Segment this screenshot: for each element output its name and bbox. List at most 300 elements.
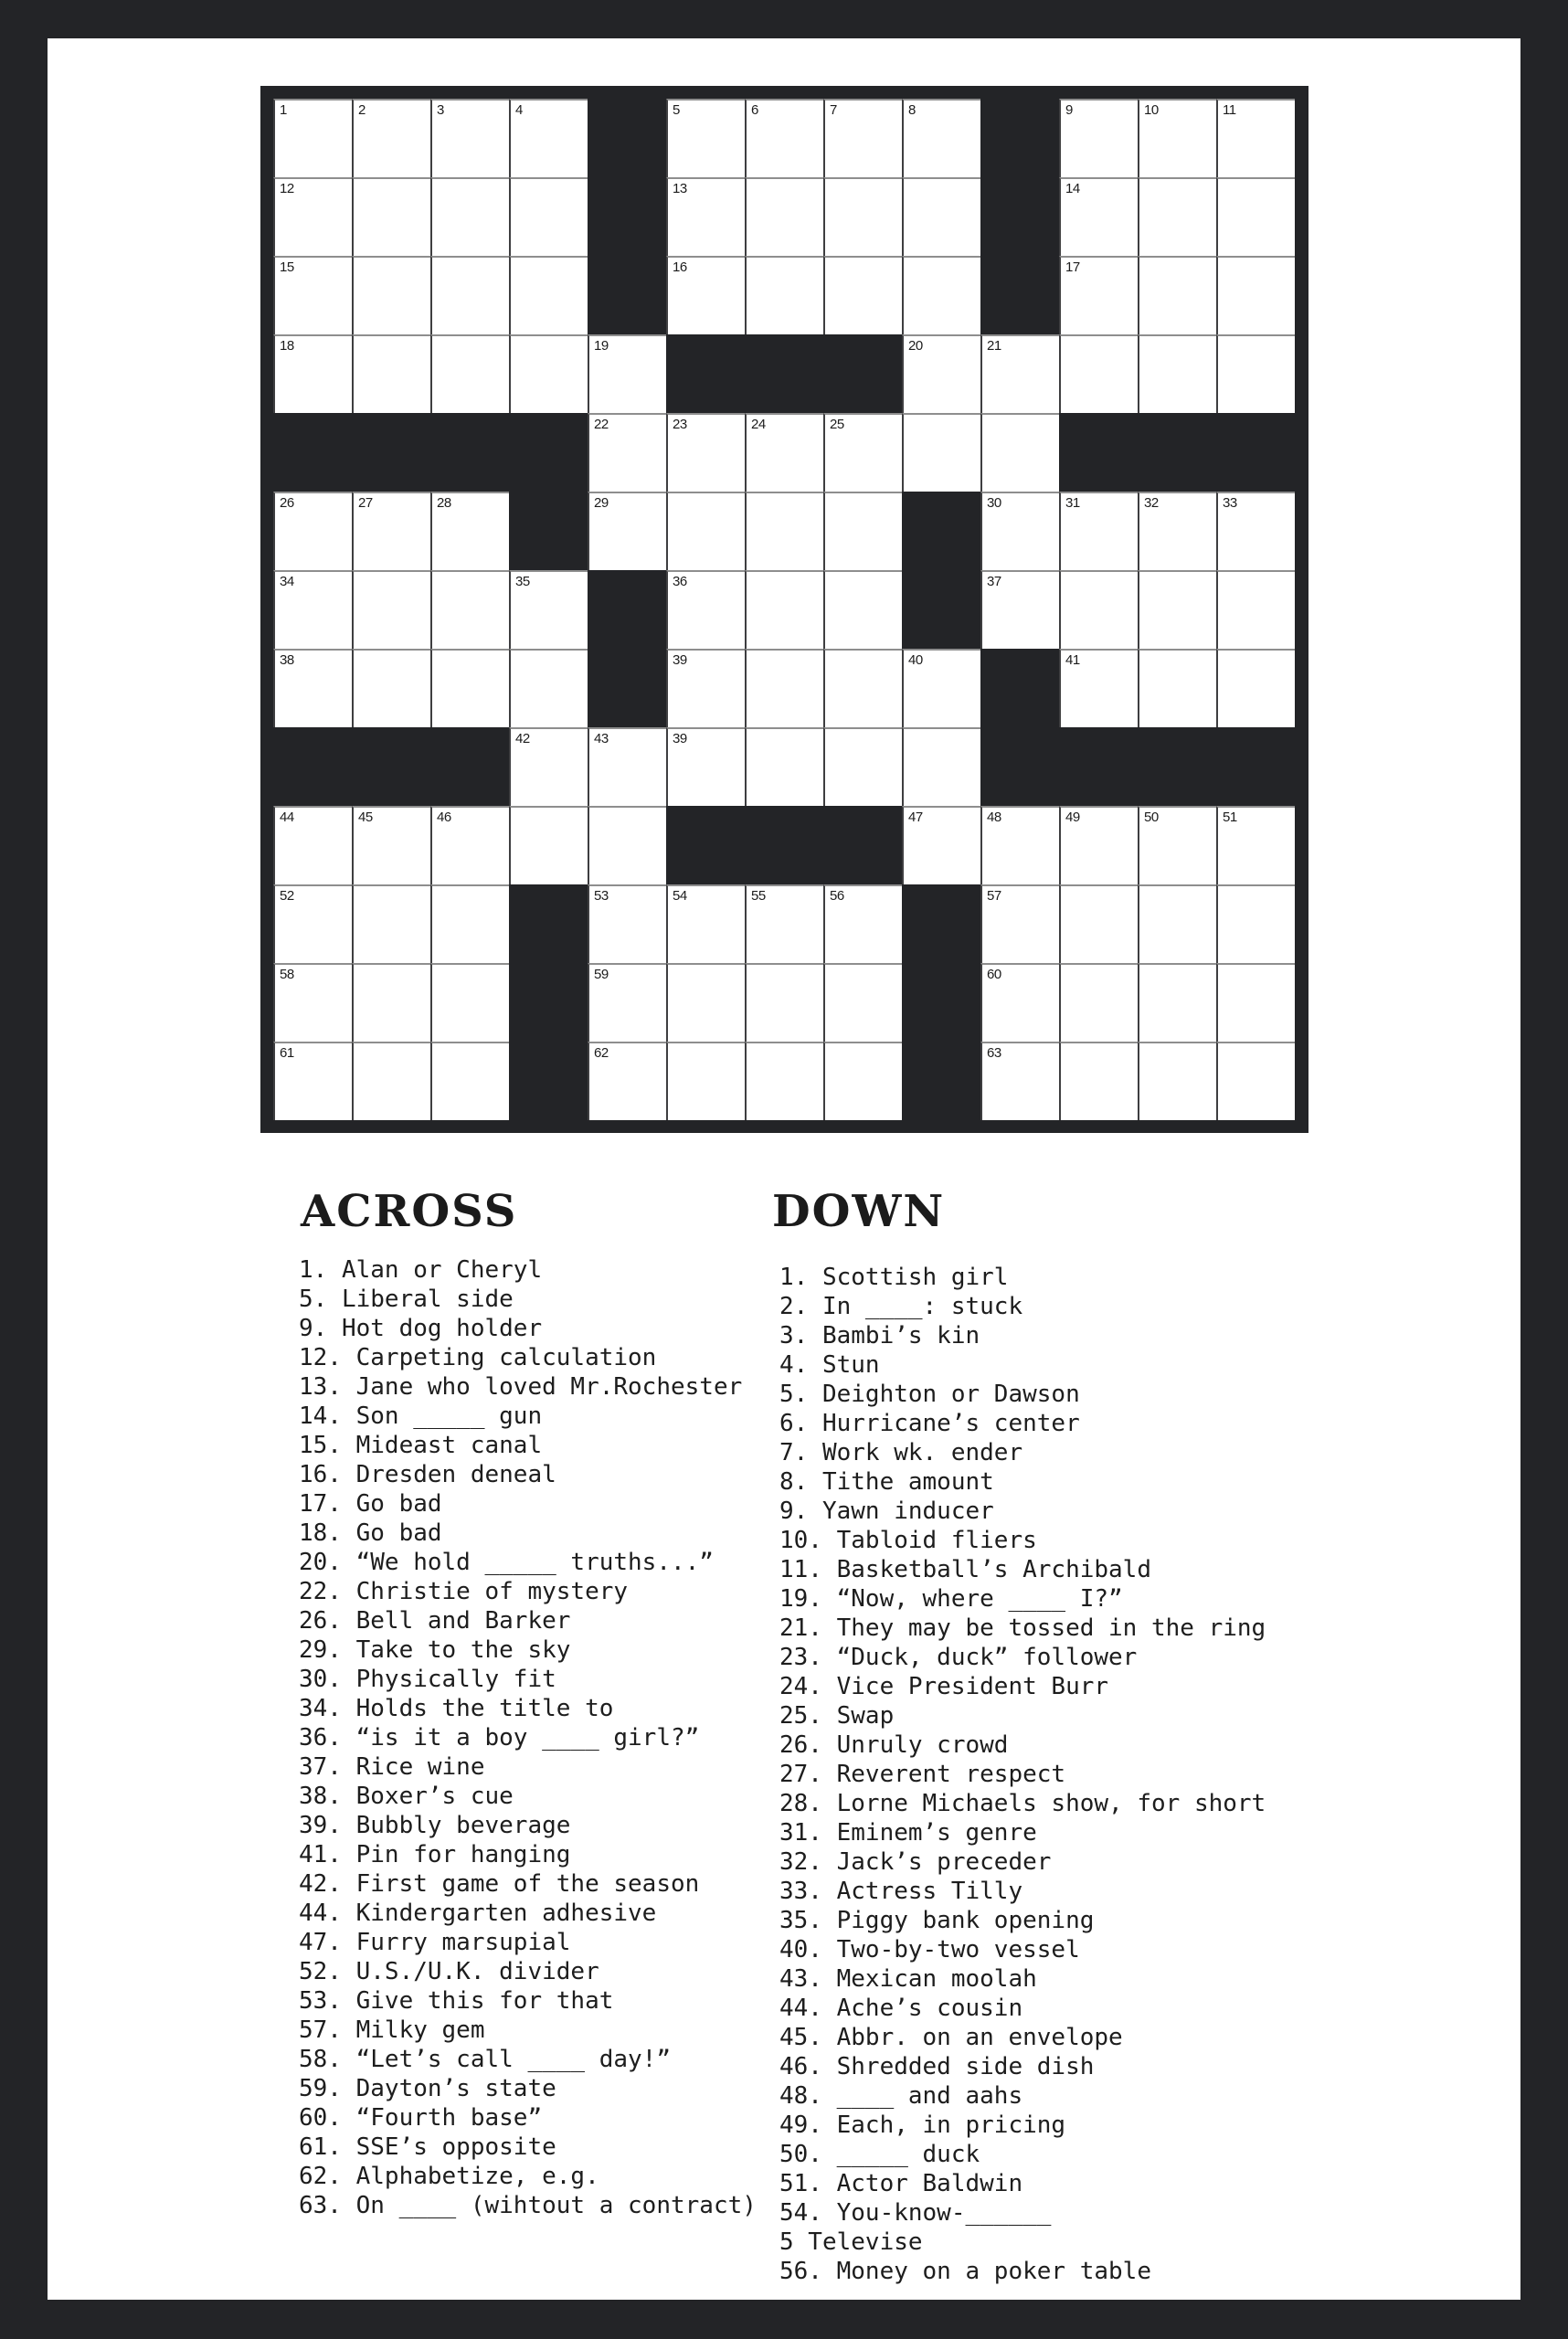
grid-cell[interactable] xyxy=(902,806,980,884)
grid-cell[interactable] xyxy=(745,413,823,492)
grid-cell[interactable] xyxy=(1138,177,1216,256)
grid-cell[interactable] xyxy=(823,492,902,570)
cell-number: 45 xyxy=(358,810,373,825)
clue-line: 44. Ache’s cousin xyxy=(779,1995,1023,2022)
grid-cell[interactable] xyxy=(745,963,823,1042)
grid-cell[interactable] xyxy=(1138,99,1216,177)
grid-cell-black xyxy=(1138,727,1216,806)
grid-cell[interactable] xyxy=(352,806,430,884)
grid-cell[interactable] xyxy=(509,334,588,413)
cell-number: 42 xyxy=(515,731,530,746)
grid-cell-black xyxy=(352,727,430,806)
cell-number: 19 xyxy=(594,338,609,354)
grid-cell[interactable] xyxy=(273,99,352,177)
grid-cell-black xyxy=(902,492,980,570)
grid-cell-black xyxy=(902,1042,980,1120)
cell-number: 20 xyxy=(908,338,923,354)
clue-line: 24. Vice President Burr xyxy=(779,1673,1109,1700)
cell-number: 12 xyxy=(280,181,294,196)
grid-cell[interactable] xyxy=(352,963,430,1042)
grid-cell[interactable] xyxy=(980,1042,1059,1120)
grid-cell[interactable] xyxy=(823,177,902,256)
grid-cell[interactable] xyxy=(1059,963,1138,1042)
grid-cell[interactable] xyxy=(745,99,823,177)
cell-number: 1 xyxy=(280,102,287,118)
grid-cell[interactable] xyxy=(823,413,902,492)
cell-number: 31 xyxy=(1065,495,1080,511)
clue-line: 19. “Now, where ____ I?” xyxy=(779,1585,1123,1613)
clue-line: 14. Son _____ gun xyxy=(299,1402,543,1430)
cell-number: 36 xyxy=(673,574,687,589)
grid-cell[interactable] xyxy=(588,334,666,413)
clue-line: 51. Actor Baldwin xyxy=(779,2170,1023,2197)
clue-line: 5. Liberal side xyxy=(299,1286,514,1313)
grid-cell[interactable] xyxy=(588,492,666,570)
grid-cell[interactable] xyxy=(588,963,666,1042)
clue-line: 57. Milky gem xyxy=(299,2016,485,2044)
clue-line: 49. Each, in pricing xyxy=(779,2111,1066,2139)
grid-cell[interactable] xyxy=(902,256,980,334)
grid-cell[interactable] xyxy=(902,334,980,413)
clue-line: 50. _____ duck xyxy=(779,2141,980,2168)
grid-cell-black xyxy=(902,570,980,649)
down-clues-list xyxy=(779,1263,1266,2286)
grid-cell-black xyxy=(980,727,1059,806)
grid-cell[interactable] xyxy=(666,177,745,256)
cell-number: 63 xyxy=(987,1045,1001,1061)
grid-cell[interactable] xyxy=(588,884,666,963)
grid-cell-black xyxy=(902,963,980,1042)
down-title: DOWN xyxy=(772,1186,946,1237)
grid-cell[interactable] xyxy=(1138,884,1216,963)
grid-cell[interactable] xyxy=(666,649,745,727)
grid-cell[interactable] xyxy=(1216,99,1295,177)
clue-line: 60. “Fourth base” xyxy=(299,2104,543,2132)
grid-cell[interactable] xyxy=(352,99,430,177)
clue-line: 37. Rice wine xyxy=(299,1753,485,1781)
grid-cell-black xyxy=(509,1042,588,1120)
clue-line: 16. Dresden deneal xyxy=(299,1461,556,1488)
cell-number: 41 xyxy=(1065,652,1080,668)
grid-cell[interactable] xyxy=(273,1042,352,1120)
clue-line: 26. Unruly crowd xyxy=(779,1731,1009,1759)
grid-cell[interactable] xyxy=(902,727,980,806)
cell-number: 24 xyxy=(751,417,766,432)
grid-cell[interactable] xyxy=(1059,256,1138,334)
cell-number: 7 xyxy=(830,102,837,118)
cell-number: 39 xyxy=(673,652,687,668)
cell-number: 14 xyxy=(1065,181,1080,196)
cell-number: 62 xyxy=(594,1045,609,1061)
grid-cell[interactable] xyxy=(430,884,509,963)
grid-cell[interactable] xyxy=(588,1042,666,1120)
grid-cell[interactable] xyxy=(823,884,902,963)
cell-number: 49 xyxy=(1065,810,1080,825)
clue-line: 45. Abbr. on an envelope xyxy=(779,2024,1123,2051)
grid-cell[interactable] xyxy=(980,963,1059,1042)
clue-line: 15. Mideast canal xyxy=(299,1432,543,1459)
clue-line: 2. In ____: stuck xyxy=(779,1293,1023,1320)
grid-cell-black xyxy=(273,727,352,806)
grid-cell[interactable] xyxy=(1216,177,1295,256)
grid-cell-black xyxy=(588,99,666,177)
grid-cell-black xyxy=(980,256,1059,334)
clue-line: 6. Hurricane’s center xyxy=(779,1410,1080,1437)
grid-cell[interactable] xyxy=(666,256,745,334)
page-sheet xyxy=(48,38,1520,2300)
cell-number: 44 xyxy=(280,810,294,825)
grid-cell[interactable] xyxy=(980,570,1059,649)
clue-line: 23. “Duck, duck” follower xyxy=(779,1644,1138,1671)
clue-line: 40. Two-by-two vessel xyxy=(779,1936,1080,1963)
cell-number: 8 xyxy=(908,102,916,118)
grid-cell[interactable] xyxy=(902,99,980,177)
grid-cell[interactable] xyxy=(1216,256,1295,334)
grid-cell[interactable] xyxy=(745,727,823,806)
clue-line: 62. Alphabetize, e.g. xyxy=(299,2163,599,2190)
grid-cell[interactable] xyxy=(823,256,902,334)
cell-number: 61 xyxy=(280,1045,294,1061)
cell-number: 21 xyxy=(987,338,1001,354)
clue-line: 9. Yawn inducer xyxy=(779,1498,994,1525)
grid-cell[interactable] xyxy=(273,806,352,884)
grid-cell[interactable] xyxy=(1059,649,1138,727)
cell-number: 15 xyxy=(280,259,294,275)
cell-number: 26 xyxy=(280,495,294,511)
cell-number: 25 xyxy=(830,417,844,432)
clue-line: 30. Physically fit xyxy=(299,1666,556,1693)
clue-line: 38. Boxer’s cue xyxy=(299,1783,514,1810)
grid-cell[interactable] xyxy=(273,256,352,334)
clue-line: 4. Stun xyxy=(779,1351,880,1379)
grid-cell-black xyxy=(1216,727,1295,806)
grid-cell[interactable] xyxy=(666,492,745,570)
clue-line: 48. ____ and aahs xyxy=(779,2082,1023,2110)
grid-cell[interactable] xyxy=(666,570,745,649)
grid-cell[interactable] xyxy=(509,806,588,884)
grid-cell[interactable] xyxy=(273,177,352,256)
clue-line: 22. Christie of mystery xyxy=(299,1578,629,1605)
grid-cell-black xyxy=(509,884,588,963)
grid-cell[interactable] xyxy=(273,570,352,649)
grid-cell[interactable] xyxy=(352,570,430,649)
grid-cell[interactable] xyxy=(823,99,902,177)
cell-number: 58 xyxy=(280,967,294,982)
clue-line: 43. Mexican moolah xyxy=(779,1965,1037,1993)
clue-line: 5. Deighton or Dawson xyxy=(779,1381,1080,1408)
grid-cell[interactable] xyxy=(273,884,352,963)
clue-line: 35. Piggy bank opening xyxy=(779,1907,1095,1934)
grid-cell[interactable] xyxy=(430,99,509,177)
clue-line: 58. “Let’s call ____ day!” xyxy=(299,2046,671,2073)
grid-cell[interactable] xyxy=(430,649,509,727)
grid-cell-black xyxy=(666,334,745,413)
grid-cell[interactable] xyxy=(509,177,588,256)
clue-line: 1. Scottish girl xyxy=(779,1264,1009,1291)
grid-cell[interactable] xyxy=(509,256,588,334)
grid-cell[interactable] xyxy=(666,1042,745,1120)
clue-line: 32. Jack’s preceder xyxy=(779,1848,1052,1876)
grid-cell[interactable] xyxy=(430,492,509,570)
grid-cell[interactable] xyxy=(352,884,430,963)
grid-cell[interactable] xyxy=(1138,649,1216,727)
grid-cell[interactable] xyxy=(352,1042,430,1120)
clue-line: 39. Bubbly beverage xyxy=(299,1812,571,1839)
grid-cell[interactable] xyxy=(1216,334,1295,413)
cell-number: 17 xyxy=(1065,259,1080,275)
grid-cell[interactable] xyxy=(588,806,666,884)
grid-cell[interactable] xyxy=(902,649,980,727)
cell-number: 18 xyxy=(280,338,294,354)
grid-cell[interactable] xyxy=(273,649,352,727)
cell-number: 54 xyxy=(673,888,687,904)
grid-cell-black xyxy=(509,492,588,570)
cell-number: 56 xyxy=(830,888,844,904)
grid-cell[interactable] xyxy=(1138,492,1216,570)
across-clues-list xyxy=(299,1255,757,2220)
grid-cell-black xyxy=(823,334,902,413)
grid-cell[interactable] xyxy=(745,492,823,570)
grid-cell[interactable] xyxy=(823,570,902,649)
grid-cell[interactable] xyxy=(1059,884,1138,963)
cell-number: 57 xyxy=(987,888,1001,904)
grid-cell[interactable] xyxy=(1216,963,1295,1042)
clue-line: 33. Actress Tilly xyxy=(779,1878,1023,1905)
grid-cell[interactable] xyxy=(666,727,745,806)
grid-cell[interactable] xyxy=(1138,334,1216,413)
grid-cell[interactable] xyxy=(745,1042,823,1120)
crossword-grid xyxy=(273,99,1295,1120)
grid-cell[interactable] xyxy=(1059,806,1138,884)
clue-line: 41. Pin for hanging xyxy=(299,1841,571,1868)
cell-number: 16 xyxy=(673,259,687,275)
cell-number: 28 xyxy=(437,495,451,511)
grid-cell-black xyxy=(588,649,666,727)
grid-cell-black xyxy=(745,334,823,413)
cell-number: 60 xyxy=(987,967,1001,982)
grid-cell-black xyxy=(980,99,1059,177)
grid-cell[interactable] xyxy=(430,963,509,1042)
grid-cell[interactable] xyxy=(1138,806,1216,884)
clue-line: 9. Hot dog holder xyxy=(299,1315,543,1342)
cell-number: 5 xyxy=(673,102,680,118)
grid-cell[interactable] xyxy=(1059,570,1138,649)
grid-cell[interactable] xyxy=(902,413,980,492)
clue-line: 5 Televise xyxy=(779,2228,923,2256)
clue-line: 11. Basketball’s Archibald xyxy=(779,1556,1151,1583)
clue-line: 25. Swap xyxy=(779,1702,895,1730)
grid-cell[interactable] xyxy=(980,492,1059,570)
clue-line: 29. Take to the sky xyxy=(299,1636,571,1664)
grid-cell[interactable] xyxy=(430,177,509,256)
cell-number: 27 xyxy=(358,495,373,511)
grid-cell-black xyxy=(1216,413,1295,492)
clue-line: 28. Lorne Michaels show, for short xyxy=(779,1790,1266,1817)
grid-cell[interactable] xyxy=(1059,99,1138,177)
grid-cell[interactable] xyxy=(352,256,430,334)
grid-cell[interactable] xyxy=(1059,334,1138,413)
grid-cell[interactable] xyxy=(1216,884,1295,963)
grid-cell[interactable] xyxy=(1216,492,1295,570)
grid-cell[interactable] xyxy=(352,177,430,256)
grid-cell-black xyxy=(823,806,902,884)
clue-line: 10. Tabloid fliers xyxy=(779,1527,1037,1554)
clue-line: 46. Shredded side dish xyxy=(779,2053,1095,2080)
grid-cell[interactable] xyxy=(1138,1042,1216,1120)
cell-number: 10 xyxy=(1144,102,1159,118)
grid-cell-black xyxy=(1059,727,1138,806)
grid-cell[interactable] xyxy=(1059,1042,1138,1120)
cell-number: 59 xyxy=(594,967,609,982)
cell-number: 30 xyxy=(987,495,1001,511)
grid-cell[interactable] xyxy=(666,963,745,1042)
grid-cell[interactable] xyxy=(666,413,745,492)
grid-cell-black xyxy=(980,177,1059,256)
clue-line: 18. Go bad xyxy=(299,1519,442,1547)
grid-cell[interactable] xyxy=(980,334,1059,413)
grid-cell[interactable] xyxy=(1138,570,1216,649)
cell-number: 50 xyxy=(1144,810,1159,825)
cell-number: 53 xyxy=(594,888,609,904)
grid-cell-black xyxy=(430,413,509,492)
grid-cell[interactable] xyxy=(1216,806,1295,884)
cell-number: 47 xyxy=(908,810,923,825)
cell-number: 2 xyxy=(358,102,366,118)
grid-cell[interactable] xyxy=(273,492,352,570)
cell-number: 40 xyxy=(908,652,923,668)
grid-cell-black xyxy=(352,413,430,492)
clue-line: 53. Give this for that xyxy=(299,1987,614,2015)
grid-cell[interactable] xyxy=(745,177,823,256)
grid-cell[interactable] xyxy=(980,806,1059,884)
cell-number: 46 xyxy=(437,810,451,825)
grid-cell[interactable] xyxy=(509,99,588,177)
grid-cell[interactable] xyxy=(745,570,823,649)
cell-number: 32 xyxy=(1144,495,1159,511)
clue-line: 34. Holds the title to xyxy=(299,1695,614,1722)
clue-line: 17. Go bad xyxy=(299,1490,442,1518)
grid-cell[interactable] xyxy=(1138,963,1216,1042)
grid-cell[interactable] xyxy=(823,963,902,1042)
grid-cell[interactable] xyxy=(1216,1042,1295,1120)
grid-cell-black xyxy=(666,806,745,884)
clue-line: 7. Work wk. ender xyxy=(779,1439,1023,1466)
grid-cell[interactable] xyxy=(588,413,666,492)
grid-cell-black xyxy=(745,806,823,884)
grid-cell[interactable] xyxy=(430,256,509,334)
grid-cell[interactable] xyxy=(352,492,430,570)
grid-cell-black xyxy=(980,649,1059,727)
grid-cell-black xyxy=(1138,413,1216,492)
grid-cell-black xyxy=(509,413,588,492)
grid-cell[interactable] xyxy=(745,884,823,963)
cell-number: 37 xyxy=(987,574,1001,589)
clue-line: 56. Money on a poker table xyxy=(779,2258,1151,2285)
grid-cell[interactable] xyxy=(588,727,666,806)
clue-line: 13. Jane who loved Mr.Rochester xyxy=(299,1373,743,1401)
clue-line: 36. “is it a boy ____ girl?” xyxy=(299,1724,700,1752)
clue-line: 1. Alan or Cheryl xyxy=(299,1256,543,1284)
cell-number: 52 xyxy=(280,888,294,904)
grid-cell[interactable] xyxy=(1138,256,1216,334)
grid-cell[interactable] xyxy=(352,334,430,413)
grid-cell[interactable] xyxy=(1059,177,1138,256)
crossword-grid-frame xyxy=(260,86,1308,1133)
grid-cell[interactable] xyxy=(666,99,745,177)
grid-cell[interactable] xyxy=(509,649,588,727)
grid-cell-black xyxy=(273,413,352,492)
grid-cell[interactable] xyxy=(902,177,980,256)
grid-cell-black xyxy=(509,963,588,1042)
clue-line: 27. Reverent respect xyxy=(779,1761,1066,1788)
grid-cell[interactable] xyxy=(509,570,588,649)
grid-cell[interactable] xyxy=(745,256,823,334)
grid-cell[interactable] xyxy=(273,334,352,413)
clue-line: 20. “We hold _____ truths...” xyxy=(299,1549,714,1576)
grid-cell[interactable] xyxy=(430,806,509,884)
cell-number: 13 xyxy=(673,181,687,196)
clue-line: 12. Carpeting calculation xyxy=(299,1344,657,1371)
cell-number: 3 xyxy=(437,102,444,118)
grid-cell[interactable] xyxy=(430,570,509,649)
clue-line: 59. Dayton’s state xyxy=(299,2075,556,2102)
grid-cell[interactable] xyxy=(1216,570,1295,649)
grid-cell[interactable] xyxy=(509,727,588,806)
grid-cell[interactable] xyxy=(745,649,823,727)
clue-line: 54. You-know-______ xyxy=(779,2199,1052,2227)
cell-number: 22 xyxy=(594,417,609,432)
cell-number: 23 xyxy=(673,417,687,432)
grid-cell[interactable] xyxy=(352,649,430,727)
grid-cell[interactable] xyxy=(980,413,1059,492)
cell-number: 38 xyxy=(280,652,294,668)
clue-line: 3. Bambi’s kin xyxy=(779,1322,980,1349)
grid-cell[interactable] xyxy=(273,963,352,1042)
cell-number: 55 xyxy=(751,888,766,904)
clue-line: 52. U.S./U.K. divider xyxy=(299,1958,599,1985)
clue-line: 21. They may be tossed in the ring xyxy=(779,1614,1266,1642)
grid-cell[interactable] xyxy=(823,649,902,727)
grid-cell-black xyxy=(902,884,980,963)
grid-cell[interactable] xyxy=(1216,649,1295,727)
clue-line: 26. Bell and Barker xyxy=(299,1607,571,1635)
cell-number: 48 xyxy=(987,810,1001,825)
cell-number: 6 xyxy=(751,102,758,118)
grid-cell[interactable] xyxy=(980,884,1059,963)
grid-cell[interactable] xyxy=(666,884,745,963)
cell-number: 39 xyxy=(673,731,687,746)
grid-cell-black xyxy=(430,727,509,806)
grid-cell-black xyxy=(588,570,666,649)
clue-line: 47. Furry marsupial xyxy=(299,1929,571,1956)
clue-line: 61. SSE’s opposite xyxy=(299,2133,556,2161)
cell-number: 11 xyxy=(1223,102,1236,118)
clue-line: 8. Tithe amount xyxy=(779,1468,994,1496)
clue-line: 31. Eminem’s genre xyxy=(779,1819,1037,1847)
cell-number: 34 xyxy=(280,574,294,589)
grid-cell[interactable] xyxy=(430,1042,509,1120)
cell-number: 29 xyxy=(594,495,609,511)
cell-number: 9 xyxy=(1065,102,1073,118)
cell-number: 35 xyxy=(515,574,530,589)
clue-line: 42. First game of the season xyxy=(299,1870,700,1898)
grid-cell[interactable] xyxy=(823,727,902,806)
grid-cell[interactable] xyxy=(823,1042,902,1120)
grid-cell[interactable] xyxy=(1059,492,1138,570)
grid-cell[interactable] xyxy=(430,334,509,413)
cell-number: 33 xyxy=(1223,495,1237,511)
cell-number: 43 xyxy=(594,731,609,746)
